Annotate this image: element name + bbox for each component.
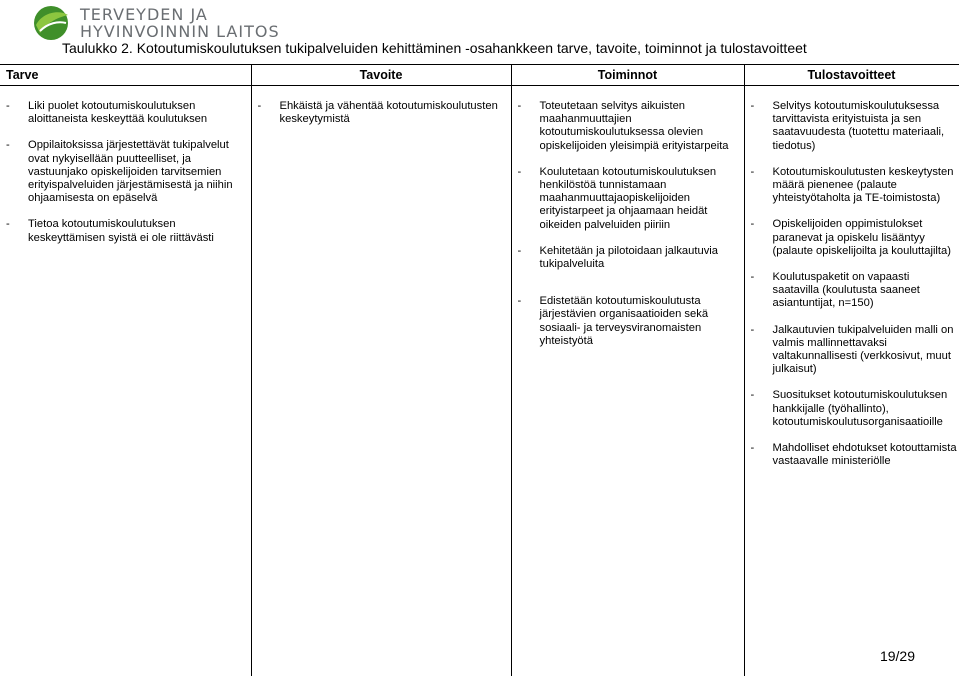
column-tarve	[0, 86, 251, 676]
caption-title: Kotoutumiskoulutuksen tukipalveluiden kehittäminen -osahankkeen tarve, tavoite, toiminnot ja tulostavoitteet	[137, 40, 807, 56]
list-item: - Kotoutumiskoulutusten keskeytysten määrä pienenee (palaute yhteistyötaholta ja TE-toimistosta)	[751, 166, 959, 206]
thl-logo	[30, 3, 280, 41]
logo-wordmark	[80, 3, 280, 40]
list-item: - Selvitys kotoutumiskoulutuksessa tarvittavista erityistuista ja sen saatavuudesta (tuotettu materiaali, tiedotus)	[751, 100, 959, 153]
list-item: - Tietoa kotoutumiskoulutuksen keskeyttämisen syistä ei ole riittävästi	[6, 218, 251, 244]
column-toiminnot	[511, 86, 744, 676]
caption-label: Taulukko 2.	[62, 40, 133, 56]
thl-leaf-logo-icon	[30, 3, 72, 41]
list-item: - Koulutuspaketit on vapaasti saatavilla (koulutusta saaneet asiantuntijat, n=150)	[751, 271, 959, 311]
header-tulostavoitteet: Tulostavoitteet	[744, 65, 959, 86]
list-item: - Opiskelijoiden oppimistulokset paranevat ja opiskelu lisääntyy (palaute opiskelijoilta ja kouluttajilta)	[751, 218, 959, 258]
list-item: - Oppilaitoksissa järjestettävät tukipalvelut ovat nykyisellään puutteelliset, ja vastuunjako opiskelijoiden tarvitsemien erityispalveluiden järjestämisestä ja niihin ohjaamisesta on epäselvä	[6, 139, 251, 205]
column-tavoite	[251, 86, 511, 676]
logo-line2: HYVINVOINNIN LAITOS	[80, 23, 280, 40]
list-item: - Mahdolliset ehdotukset kotouttamista vastaavalle ministeriölle	[751, 442, 959, 468]
list-item: - Kehitetään ja pilotoidaan jalkautuvia tukipalveluita	[518, 245, 744, 271]
logo-line1: TERVEYDEN JA	[80, 6, 280, 23]
column-tulostavoitteet	[744, 86, 959, 676]
table-caption	[62, 40, 807, 56]
list-item: - Toteutetaan selvitys aikuisten maahanmuuttajien kotoutumiskoulutuksessa olevien opiskelijoiden yleisimpiä erityistarpeita	[518, 100, 744, 153]
header-tarve: Tarve	[0, 65, 251, 86]
list-item: - Jalkautuvien tukipalveluiden malli on valmis mallinnettavaksi valtakunnallisesti (verkkosivut, muut julkaisut)	[751, 324, 959, 377]
list-item: - Liki puolet kotoutumiskoulutuksen aloittaneista keskeyttää koulutuksen	[6, 100, 251, 126]
list-item: - Koulutetaan kotoutumiskoulutuksen henkilöstöä tunnistamaan maahanmuuttajaopiskelijoiden erityistarpeet ja ohjaamaan heidät oikeiden palveluiden piiriin	[518, 166, 744, 232]
list-item: - Edistetään kotoutumiskoulutusta järjestävien organisaatioiden sekä sosiaali- ja terveysviranomaisten yhteistyötä	[518, 295, 744, 348]
header-tavoite: Tavoite	[251, 65, 511, 86]
project-table	[0, 64, 959, 676]
list-item: - Ehkäistä ja vähentää kotoutumiskoulutusten keskeytymistä	[258, 100, 511, 126]
page-number: 19/29	[880, 648, 915, 664]
list-item: - Suositukset kotoutumiskoulutuksen hankkijalle (työhallinto), kotoutumiskoulutusorganisaatioille	[751, 389, 959, 429]
header-toiminnot: Toiminnot	[511, 65, 744, 86]
